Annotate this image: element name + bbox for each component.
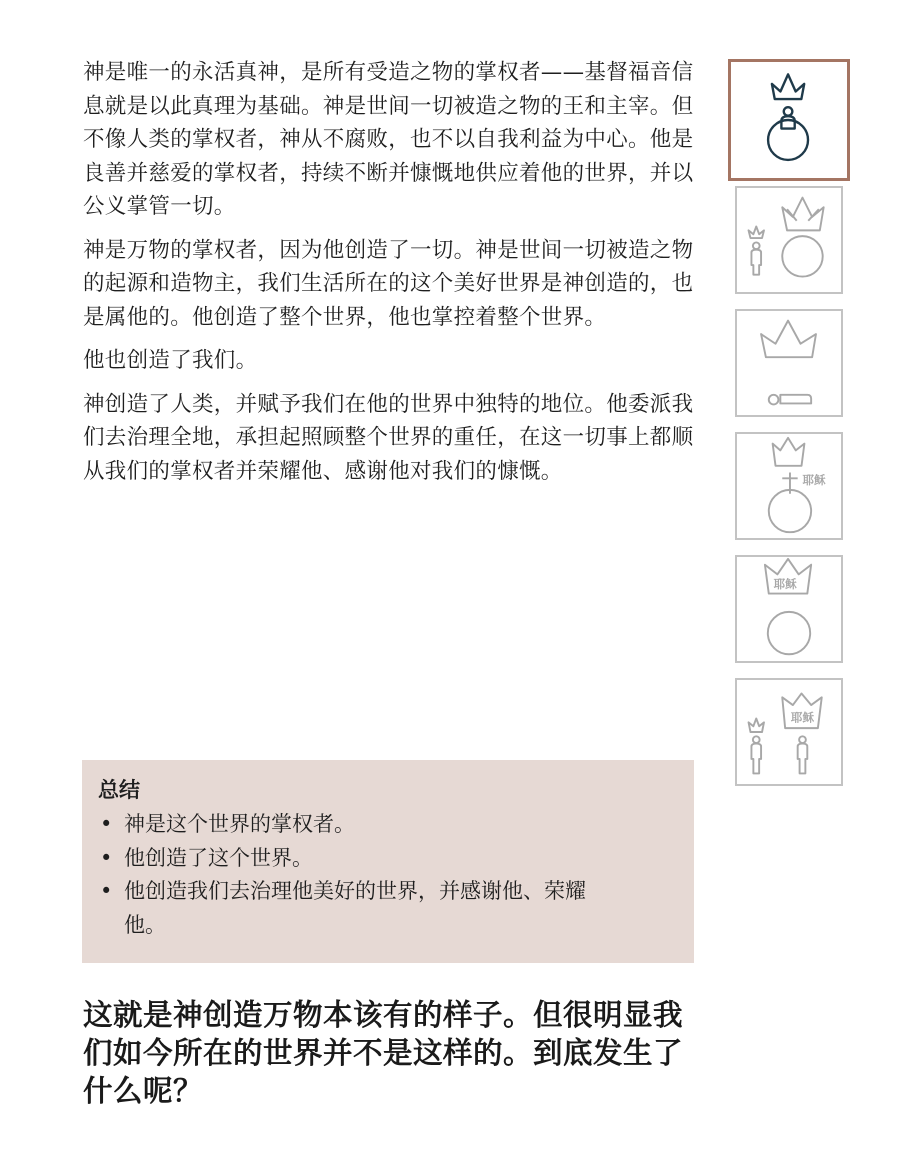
sidebar-panel-4[interactable] <box>735 432 843 540</box>
sidebar-panel-1[interactable] <box>728 59 850 181</box>
summary-item: • 神是这个世界的掌权者。 <box>98 808 614 842</box>
crown-over-cross-world-icon <box>737 434 841 538</box>
summary-item: • 他创造了这个世界。 <box>98 842 614 876</box>
body-paragraph: 他也创造了我们。 <box>83 348 258 373</box>
summary-item: • 他创造我们去治理他美好的世界，并感谢他、荣耀他。 <box>98 875 614 942</box>
crown-over-fallen-person-icon <box>737 311 841 415</box>
small-crown-person-beside-crowned-world-icon <box>737 188 841 292</box>
jesus-label: 耶稣 <box>773 576 797 591</box>
crowned-person-and-jesus-crowned-person-icon <box>737 680 841 784</box>
closing-question: 这就是神创造万物本该有的样子。但很明显我们如今所在的世界并不是这样的。到底发生了什么呢？ <box>83 998 684 1108</box>
body-paragraph: 神创造了人类，并赋予我们在他的世界中独特的地位。他委派我们去治理全地，承担起照顾整个世界的重任，在这一切事上都顺从我们的掌权者并荣耀他、感谢他对我们的慷慨。 <box>83 391 694 484</box>
main-text <box>83 56 695 498</box>
summary-list <box>98 808 674 942</box>
body-paragraph: 神是万物的掌权者，因为他创造了一切。神是世间一切被造之物的起源和造物主，我们生活所在的这个美好世界是神创造的，也是属他的。他创造了整个世界，他也掌控着整个世界。 <box>83 237 694 330</box>
jesus-label: 耶稣 <box>802 473 826 488</box>
jesus-label: 耶稣 <box>790 710 815 725</box>
sidebar-panel-3[interactable] <box>735 309 843 417</box>
body-paragraph: 神是唯一的永活真神，是所有受造之物的掌权者——基督福音信息就是以此真理为基础。神是世间一切被造之物的王和主宰。但不像人类的掌权者，神从不腐败，也不以自我利益为中心。他是良善并慈爱的掌权者，持续不断并慷慨地供应着他的世界，并以公义掌管一切。 <box>83 60 694 219</box>
jesus-crown-over-world-icon <box>737 557 841 661</box>
sidebar-panel-2[interactable] <box>735 186 843 294</box>
crown-over-person-in-world-icon <box>731 62 847 178</box>
sidebar-panel-6[interactable] <box>735 678 843 786</box>
summary-title: 总结 <box>98 778 140 802</box>
summary-box <box>82 760 694 963</box>
sidebar-panel-5[interactable] <box>735 555 843 663</box>
